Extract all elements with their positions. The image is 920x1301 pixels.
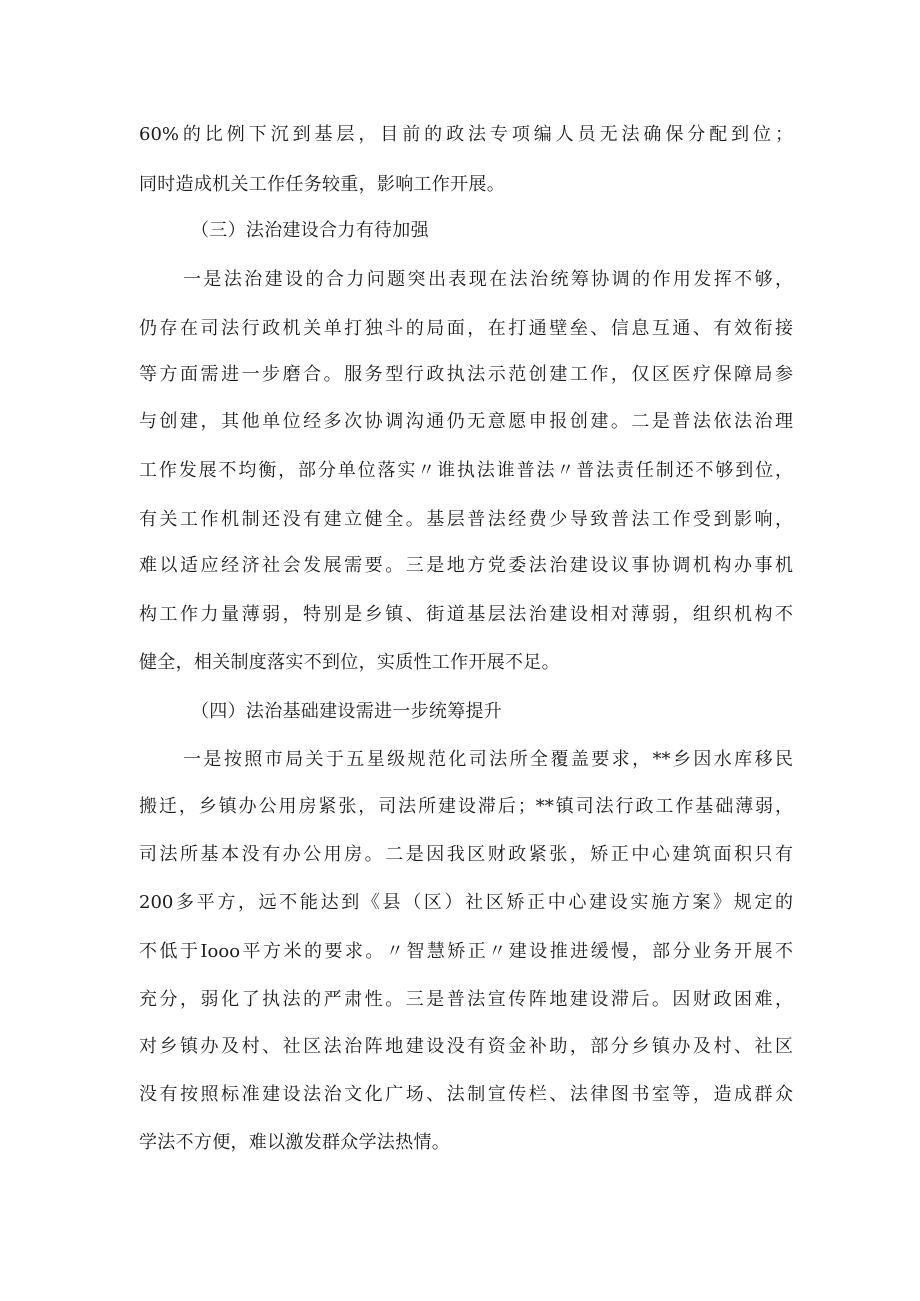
text-line: 没有按照标准建设法治文化广场、法制宣传栏、法律图书室等，造成群众: [139, 1084, 793, 1105]
section-heading: （四）法治基础建设需进一步统筹提升: [191, 701, 503, 722]
text-line: 仍存在司法行政机关单打独斗的局面，在打通壁垒、信息互通、有效衔接: [139, 318, 793, 339]
text-line: 不低于Iooo平方米的要求。〃智慧矫正〃建设推进缓慢，部分业务开展不: [139, 941, 793, 962]
text-line: 充分，弱化了执法的严肃性。三是普法宣传阵地建设滞后。因财政困难，: [139, 989, 793, 1010]
text-line: 一是法治建设的合力问题突出表现在法治统筹协调的作用发挥不够，: [183, 269, 793, 290]
text-line: 60%的比例下沉到基层，目前的政法专项编人员无法确保分配到位；: [139, 124, 793, 145]
text-line: 对乡镇办及村、社区法治阵地建设没有资金补助，部分乡镇办及村、社区: [139, 1036, 793, 1057]
text-line: 司法所基本没有办公用房。二是因我区财政紧张，矫正中心建筑面积只有: [139, 844, 793, 865]
text-line: 200多平方，远不能达到《县（区）社区矫正中心建设实施方案》规定的: [139, 892, 793, 913]
text-line: 学法不方便，难以激发群众学法热情。: [139, 1132, 451, 1153]
text-line: 同时造成机关工作任务较重，影响工作开展。: [139, 174, 505, 195]
text-line: 难以适应经济社会发展需要。三是地方党委法治建设议事协调机构办事机: [139, 555, 793, 576]
text-line: 与创建，其他单位经多次协调沟通仍无意愿申报创建。二是普法依法治理: [139, 411, 793, 432]
text-line: 工作发展不均衡，部分单位落实〃谁执法谁普法〃普法责任制还不够到位，: [139, 460, 793, 481]
text-line: 一是按照市局关于五星级规范化司法所全覆盖要求，**乡因水库移民: [183, 749, 793, 770]
text-line: 搬迁，乡镇办公用房紧张，司法所建设滞后；**镇司法行政工作基础薄弱，: [139, 796, 793, 817]
section-heading: （三）法治建设合力有待加强: [191, 220, 429, 241]
text-line: 有关工作机制还没有建立健全。基层普法经费少导致普法工作受到影响，: [139, 509, 793, 530]
text-line: 构工作力量薄弱，特别是乡镇、街道基层法治建设相对薄弱，组织机构不: [139, 604, 793, 625]
text-line: 健全，相关制度落实不到位，实质性工作开展不足。: [139, 652, 560, 673]
text-line: 等方面需进一步磨合。服务型行政执法示范创建工作，仅区医疗保障局参: [139, 364, 793, 385]
